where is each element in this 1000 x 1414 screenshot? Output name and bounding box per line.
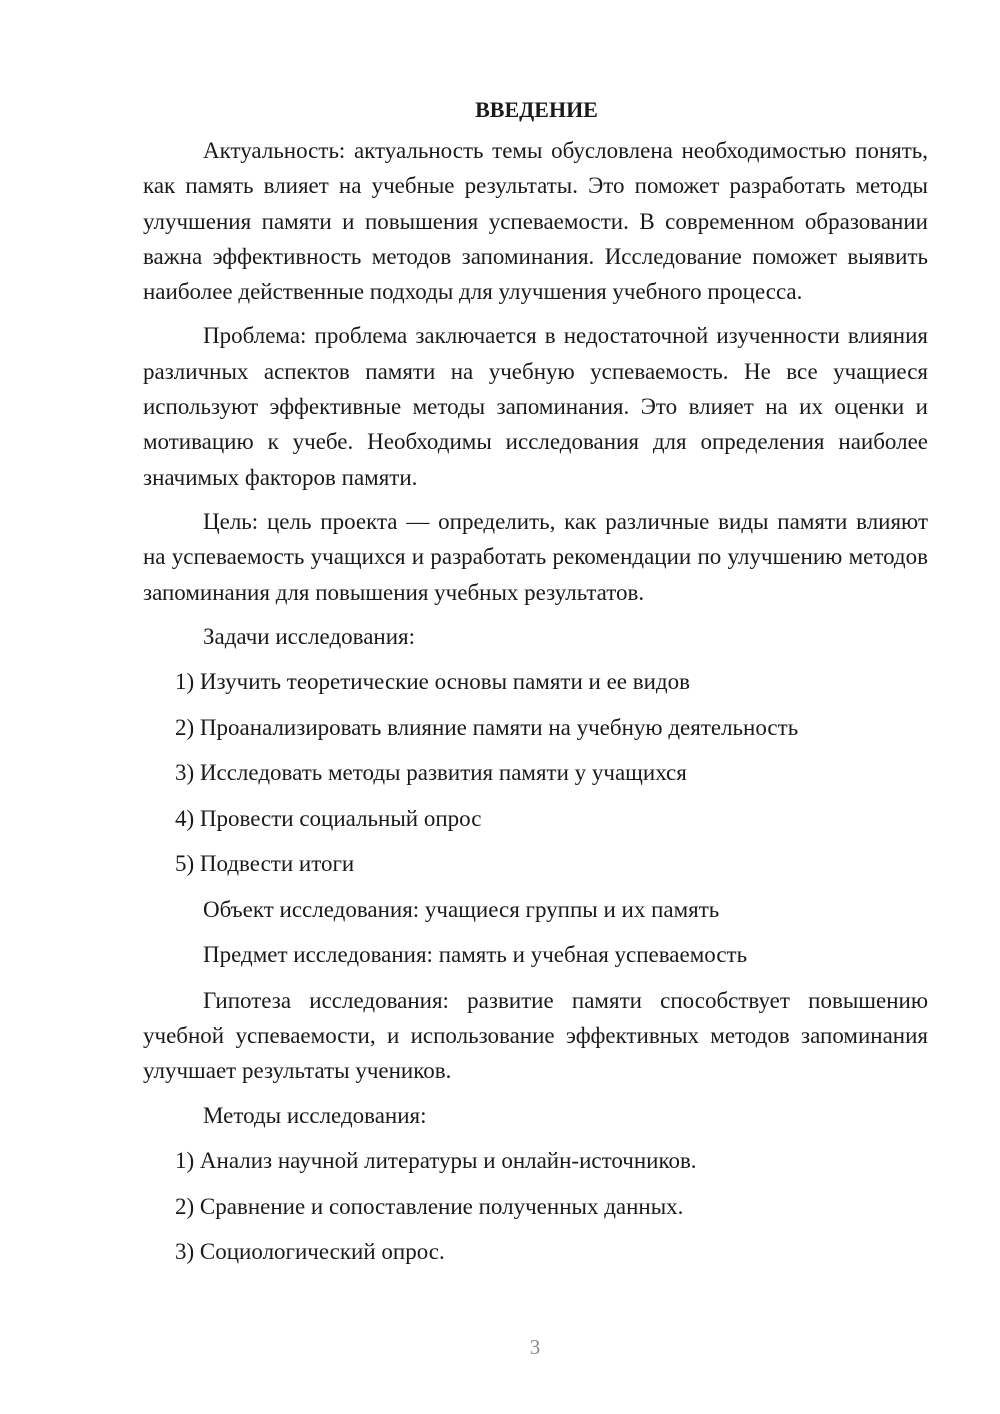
subject-line: Предмет исследования: память и учебная успеваемость <box>203 942 748 968</box>
list-item: 3) Социологический опрос. <box>175 1239 445 1265</box>
list-item: 1) Изучить теоретические основы памяти и ее видов <box>175 669 690 695</box>
object-line: Объект исследования: учащиеся группы и их память <box>203 896 720 922</box>
page-title: ВВЕДЕНИЕ <box>475 97 598 122</box>
goal-paragraph: Цель: цель проекта — определить, как различные виды памяти влияют на успеваемость учащихся и разработать рекомендации по улучшению методов запоминания для повышения учебных результатов. <box>143 508 928 605</box>
page-number: 3 <box>529 1335 541 1359</box>
list-item: 5) Подвести итоги <box>175 851 355 877</box>
list-item: 2) Сравнение и сопоставление полученных данных. <box>175 1193 684 1219</box>
list-item: 3) Исследовать методы развития памяти у учащихся <box>175 760 687 786</box>
page-body <box>143 92 928 1280</box>
methods-list <box>143 1143 928 1269</box>
problem-paragraph: Проблема: проблема заключается в недостаточной изученности влияния различных аспектов памяти на учебную успеваемость. Не все учащиеся используют эффективные методы запоминания. Это влияет на их оценки и мотивацию к учебе. Необходимы исследования для определения наиболее значимых факторов памяти. <box>143 323 928 490</box>
list-item: 1) Анализ научной литературы и онлайн-источников. <box>175 1148 697 1174</box>
methods-heading: Методы исследования: <box>203 1102 427 1128</box>
tasks-list <box>143 664 928 881</box>
hypothesis-paragraph: Гипотеза исследования: развитие памяти способствует повышению учебной успеваемости, и использование эффективных методов запоминания улучшает результаты учеников. <box>143 987 928 1084</box>
list-item: 4) Провести социальный опрос <box>175 805 482 831</box>
list-item: 2) Проанализировать влияние памяти на учебную деятельность <box>175 714 799 740</box>
relevance-paragraph: Актуальность: актуальность темы обусловлена необходимостью понять, как память влияет на учебные результаты. Это поможет разработать методы улучшения памяти и повышения успеваемости. В современном образовании важна эффективность методов запоминания. Исследование поможет выявить наиболее действенные подходы для улучшения учебного процесса. <box>143 138 928 305</box>
tasks-heading: Задачи исследования: <box>203 623 416 649</box>
